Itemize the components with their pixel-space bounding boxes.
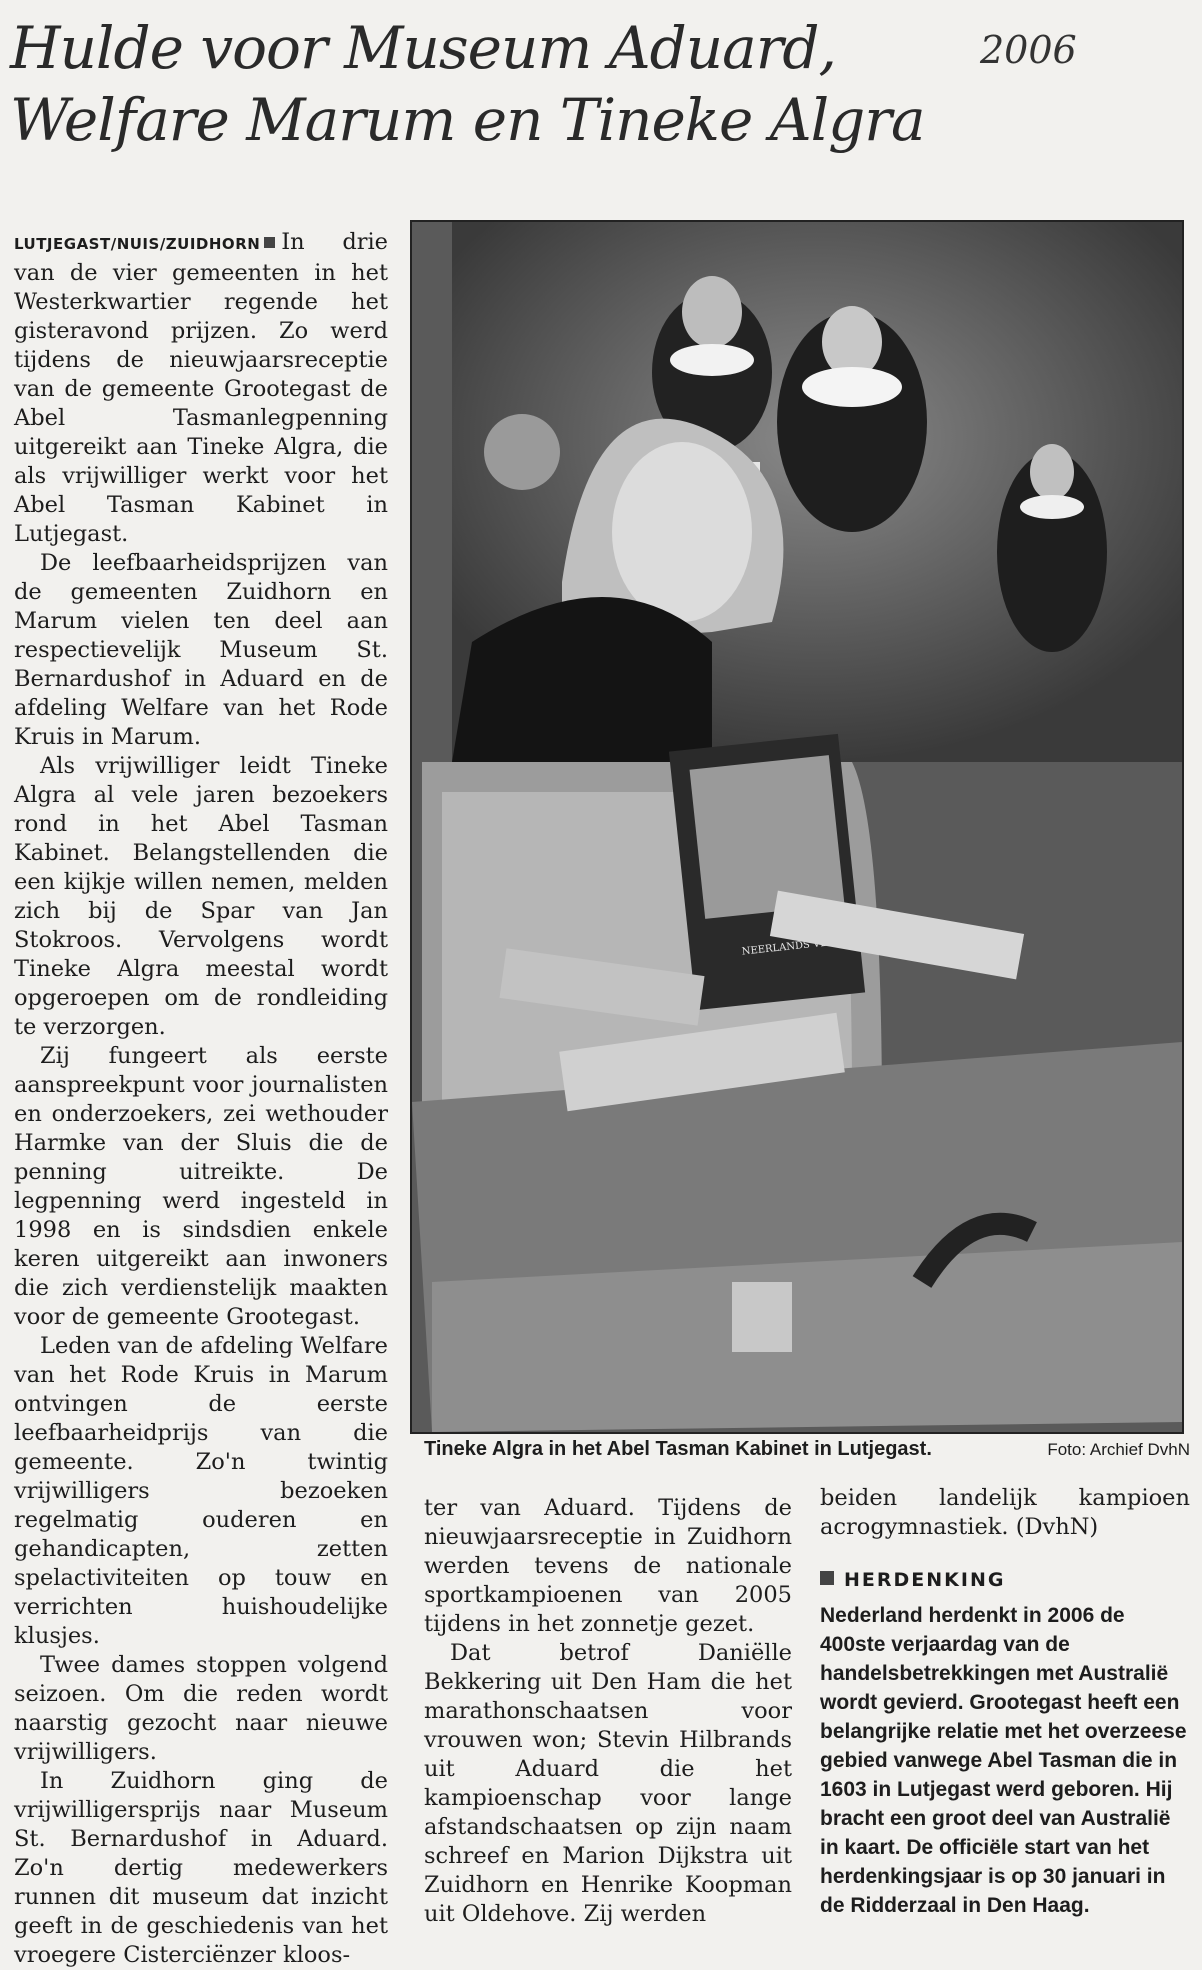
article-paragraph: De leefbaarheidsprijzen van de gemeenten Zuidhorn en Marum vielen ten deel aan respectievelijk Museum St. Bernardushof in Aduard en de afdeling Welfare van het Rode Kruis in Marum.	[14, 550, 388, 750]
square-bullet-icon	[264, 237, 275, 248]
article-paragraph: Als vrijwilliger leidt Tineke Algra al vele jaren bezoekers rond in het Abel Tasman Kabinet. Belangstellenden die een kijkje willen nemen, melden zich bij de Spar van Jan Stokroos. Vervolgens wordt Tineke Algra meestal wordt opgeroepen om de rondleiding te verzorgen.	[14, 753, 388, 1040]
photo-image	[412, 222, 1182, 1432]
photo-credit: Foto: Archief DvhN	[1047, 1440, 1190, 1459]
photo-caption	[424, 1438, 1194, 1468]
section-subhead: HERDENKING	[820, 1566, 1190, 1595]
article-column-2	[424, 1494, 792, 1929]
article-column-3	[820, 1484, 1190, 1920]
article-paragraph: Leden van de afdeling Welfare van het Rode Kruis in Marum ontvingen de eerste leefbaarheidprijs van die gemeente. Zo'n twintig vrijwilligers bezoeken regelmatig ouderen en gehandicapten, zetten spelactiviteiten op touw en verrichten huishoudelijke klusjes.	[14, 1333, 388, 1649]
article-column-1	[14, 228, 388, 1970]
handwritten-year: 2006	[980, 28, 1077, 72]
article-paragraph: ter van Aduard. Tijdens de nieuwjaarsreceptie in Zuidhorn werden tevens de nationale sportkampioenen van 2005 tijdens in het zonnetje gezet.	[424, 1495, 792, 1637]
headline: Hulde voor Museum Aduard, Welfare Marum en Tineke Algra	[10, 14, 925, 154]
dateline: LUTJEGAST/NUIS/ZUIDHORN	[14, 235, 261, 253]
article-paragraph: In Zuidhorn ging de vrijwilligersprijs naar Museum St. Bernardushof in Aduard. Zo'n dertig medewerkers runnen dit museum dat inzicht geeft in de geschiedenis van het vroegere Cisterciënzer kloos-	[14, 1768, 388, 1968]
square-bullet-icon	[820, 1571, 834, 1585]
photo	[410, 220, 1184, 1434]
article-paragraph: Zij fungeert als eerste aanspreekpunt voor journalisten en onderzoekers, zei wethouder Harmke van der Sluis die de penning uitreikte. De legpenning werd ingesteld in 1998 en is sindsdien enkele keren uitgereikt aan inwoners die zich verdienstelijk maakten voor de gemeente Grootegast.	[14, 1043, 388, 1330]
book-cover-title: NEERLANDS	[741, 939, 811, 958]
herdenking-text: Nederland herdenkt in 2006 de 400ste verjaardag van de handelsbetrekkingen met Australië wordt gevierd. Grootegast heeft een belangrijke relatie met het overzeese gebied vanwege Abel Tasman die in 1603 in Lutjegast werd geboren. Hij bracht een groot deel van Australië in kaart. De officiële start van het herdenkingsjaar is op 30 januari in de Ridderzaal in Den Haag.	[820, 1604, 1187, 1917]
article-paragraph: Twee dames stoppen volgend seizoen. Om die reden wordt naarstig gezocht naar nieuwe vrijwilligers.	[14, 1652, 388, 1765]
article-paragraph: Dat betrof Daniëlle Bekkering uit Den Ham die het marathonschaatsen voor vrouwen won; Stevin Hilbrands uit Aduard die het kampioenschap voor lange afstandschaatsen op zijn naam schreef en Marion Dijkstra uit Zuidhorn en Henrike Koopman uit Oldehove. Zij werden	[424, 1640, 792, 1927]
article-paragraph: beiden landelijk kampioen acrogymnastiek. (DvhN)	[820, 1485, 1190, 1540]
article-paragraph: LUTJEGAST/NUIS/ZUIDHORN In drie van de vier gemeenten in het Westerkwartier regende het gisteravond prijzen. Zo werd tijdens de nieuwjaarsreceptie van de gemeente Grootegast de Abel Tasmanlegpenning uitgereikt aan Tineke Algra, die als vrijwilliger werkt voor het Abel Tasman Kabinet in Lutjegast.	[14, 229, 388, 547]
caption-text: Tineke Algra in het Abel Tasman Kabinet in Lutjegast.	[424, 1438, 932, 1460]
